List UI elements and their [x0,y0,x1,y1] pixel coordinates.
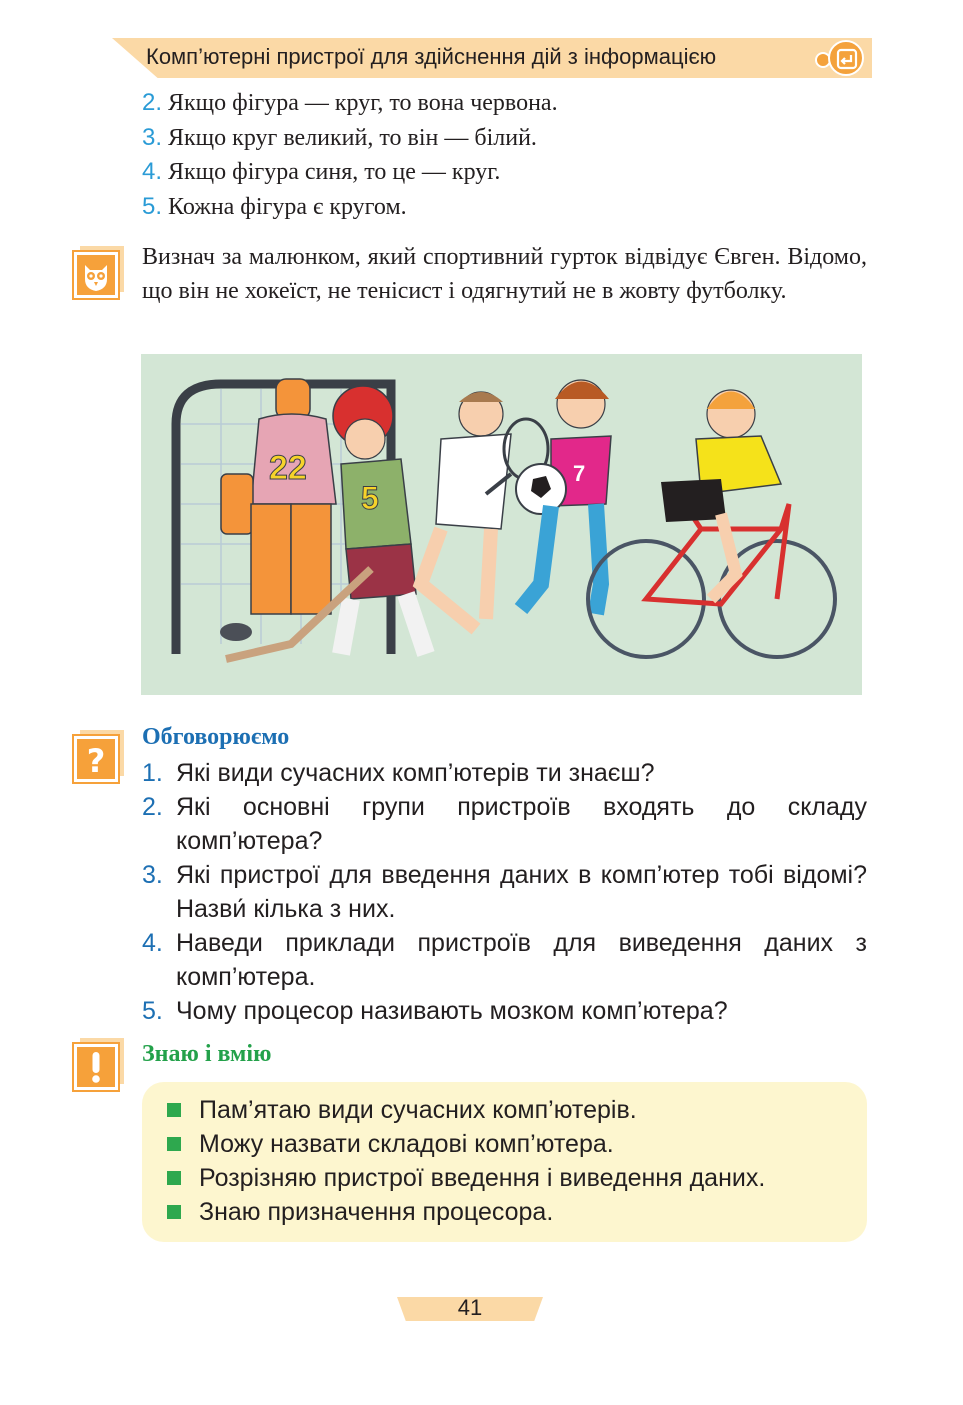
list-item: Розрізняю пристрої введення і виведення даних. [167,1161,765,1195]
list-item: 3. Якщо круг великий, то він — білий. [142,123,537,151]
svg-text:?: ? [86,742,106,779]
list-item: 5. Чому процесор називають мозком комп’ютера? [142,997,728,1025]
chapter-title: Комп’ютерні пристрої для здійснення дій з інформацією [146,44,717,69]
list-item: Знаю призначення процесора. [167,1195,765,1229]
list-item: 3. Які пристрої для введення даних в комп’ютер тобі відомі? Назви́ кілька з них. [142,861,867,923]
skills-list [167,1093,765,1229]
list-item: 2. Якщо фігура — круг, то вона червона. [142,89,558,116]
list-item: 4. Якщо фігура синя, то це — круг. [142,158,501,185]
owl-icon [74,250,126,302]
discussion-questions [142,756,867,1028]
task-text: Визнач за малюнком, який спортивний гурток відвідує Євген. Відомо, що він не хокеїст, не тенісист і одягнутий не в жовту футболку. [142,244,867,304]
statement-list [142,86,558,224]
bullet-square-icon [167,1171,181,1185]
bullet-square-icon [167,1205,181,1219]
exclamation-icon [74,1042,126,1094]
know-title: Знаю і вмію [142,1041,272,1067]
list-item: 5. Кожна фігура є кругом. [142,192,407,220]
question-icon [74,734,126,786]
jersey-number-5: 5 [361,480,379,516]
list-item: Пам’ятаю види сучасних комп’ютерів. [167,1093,765,1127]
list-item: 2. Які основні групи пристроїв входять до складу комп’ютера? [142,793,867,855]
return-arrow-icon [828,40,864,76]
jersey-number-7: 7 [573,461,586,486]
list-item: 1. Які види сучасних комп’ютерів ти знаєш? [142,759,655,787]
discuss-title: Обговорюємо [142,724,290,750]
list-item: 4. Наведи приклади пристроїв для виведення даних з комп’ютера. [142,929,867,991]
list-item: Можу назвати складові комп’ютера. [167,1127,765,1161]
bullet-square-icon [167,1137,181,1151]
sports-illustration [141,354,862,695]
jersey-number-22: 22 [269,449,307,487]
bullet-square-icon [167,1103,181,1117]
page-number: 41 [457,1295,483,1320]
